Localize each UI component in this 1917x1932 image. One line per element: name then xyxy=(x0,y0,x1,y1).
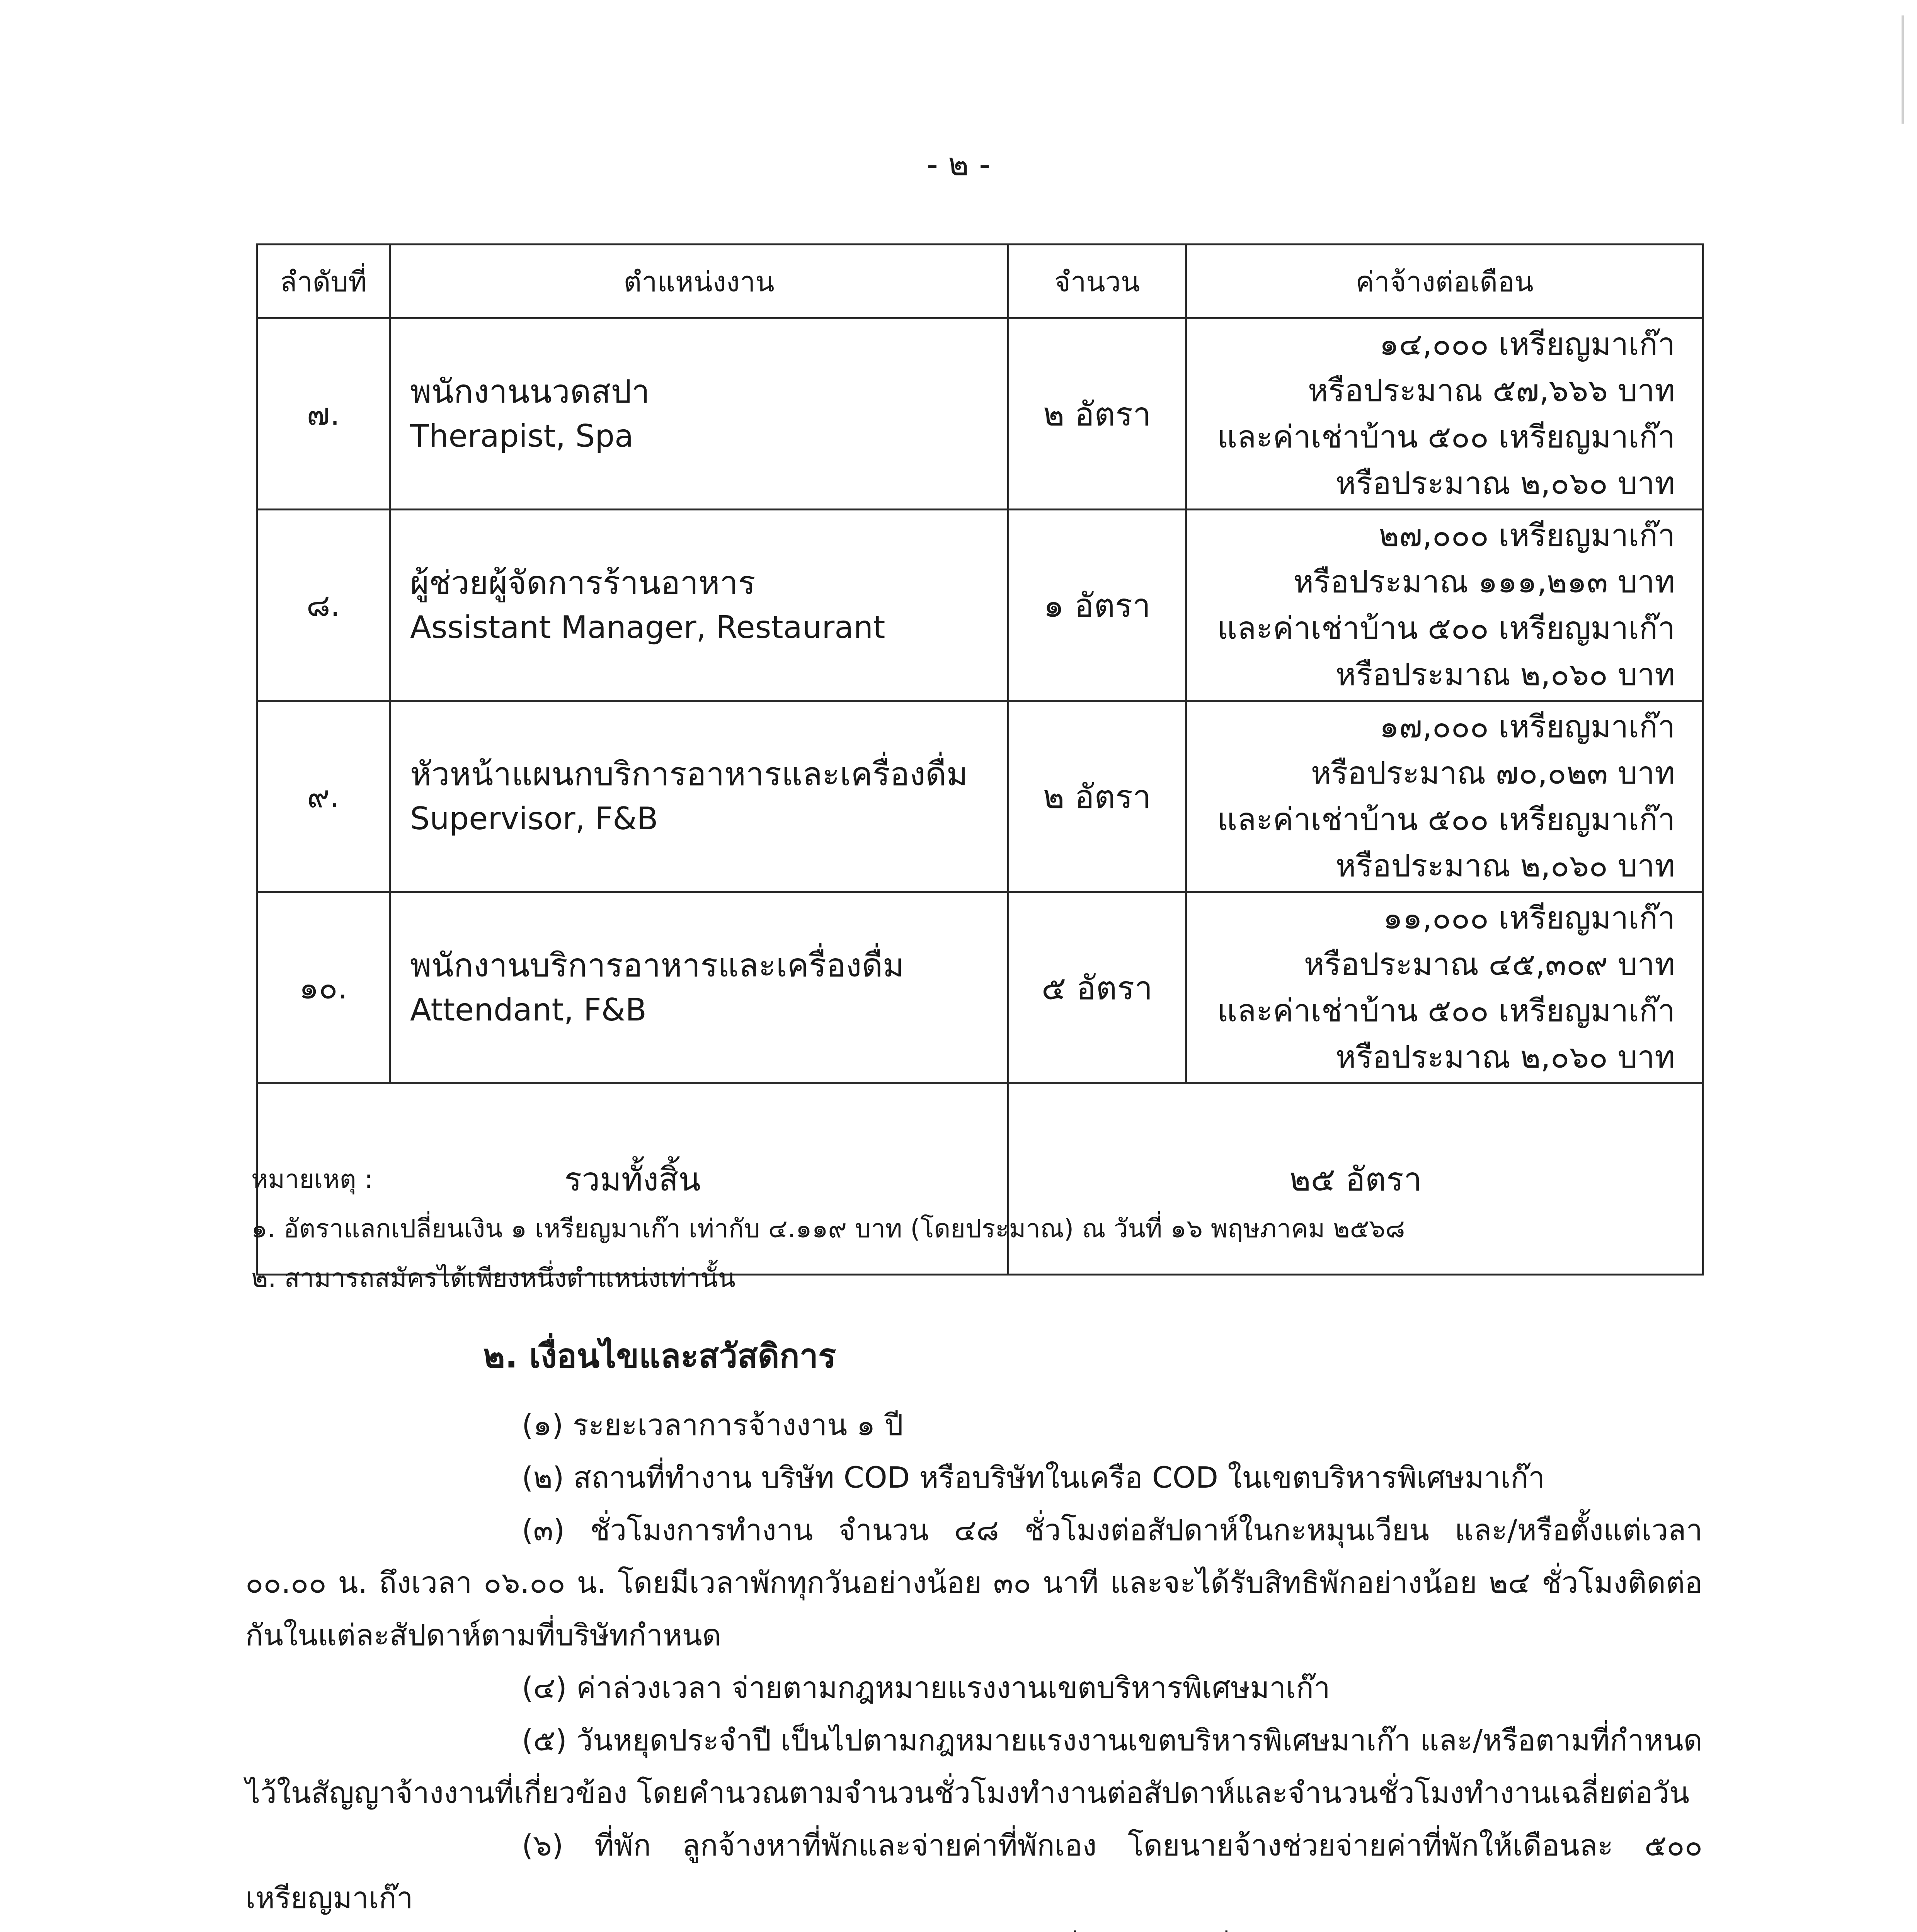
col-header-quantity: จำนวน xyxy=(1008,245,1186,318)
note-item: ๑. อัตราแลกเปลี่ยนเงิน ๑ เหรียญมาเก๊า เท่ากับ ๔.๑๑๙ บาท (โดยประมาณ) ณ วันที่ ๑๖ พฤษภาคม ๒๕๖๘ xyxy=(251,1214,1405,1243)
position-cell xyxy=(390,318,1008,510)
table-row xyxy=(257,318,1703,510)
position-cell xyxy=(390,701,1008,892)
salary-line: หรือประมาณ ๒,๐๖๐ บาท xyxy=(1335,1039,1675,1075)
position-title-th: พนักงานบริการอาหารและเครื่องดื่ม xyxy=(410,946,904,984)
notes-heading: หมายเหตุ : xyxy=(251,1164,373,1194)
salary-cell xyxy=(1186,892,1703,1083)
total-value: ๒๕ อัตรา xyxy=(1008,1083,1703,1275)
salary-line: หรือประมาณ ๑๑๑,๒๑๓ บาท xyxy=(1293,564,1675,600)
row-number: ๑๐. xyxy=(257,892,390,1083)
salary-line: ๑๗,๐๐๐ เหรียญมาเก๊า xyxy=(1379,709,1675,745)
condition-item: (๓) ชั่วโมงการทำงาน จำนวน ๔๘ ชั่วโมงต่อสัปดาห์ในกะหมุนเวียน และ/หรือตั้งแต่เวลา ๐๐.๐๐ น. ถึงเวลา ๐๖.๐๐ น. โดยมีเวลาพักทุกวันอย่างน้อย ๓๐ นาที และจะได้รับสิทธิพักอย่างน้อย ๒๔ ชั่วโมงติดต่อกันในแต่ละสัปดาห์ตามที่บริษัทกำหนด xyxy=(245,1513,1702,1652)
position-title-en: Therapist, Spa xyxy=(410,418,634,454)
position-title-en: Supervisor, F&B xyxy=(410,801,658,837)
condition-item: (๕) วันหยุดประจำปี เป็นไปตามกฎหมายแรงงานเขตบริหารพิเศษมาเก๊า และ/หรือตามที่กำหนดไว้ในสัญญาจ้างงานที่เกี่ยวข้อง โดยคำนวณตามจำนวนชั่วโมงทำงานต่อสัปดาห์และจำนวนชั่วโมงทำงานเฉลี่ยต่อวัน xyxy=(245,1723,1702,1810)
salary-line: และค่าเช่าบ้าน ๕๐๐ เหรียญมาเก๊า xyxy=(1217,419,1675,455)
position-title-th: หัวหน้าแผนกบริการอาหารและเครื่องดื่ม xyxy=(410,755,968,793)
salary-line: หรือประมาณ ๒,๐๖๐ บาท xyxy=(1335,465,1675,501)
quantity-cell: ๒ อัตรา xyxy=(1008,318,1186,510)
table-row xyxy=(257,510,1703,701)
salary-line: ๒๗,๐๐๐ เหรียญมาเก๊า xyxy=(1379,517,1675,553)
salary-line: หรือประมาณ ๗๐,๐๒๓ บาท xyxy=(1311,755,1675,791)
section-title: ๒. เงื่อนไขและสวัสดิการ xyxy=(483,1337,836,1376)
table-header-row xyxy=(257,245,1703,318)
salary-line: และค่าเช่าบ้าน ๕๐๐ เหรียญมาเก๊า xyxy=(1217,610,1675,646)
salary-cell xyxy=(1186,701,1703,892)
salary-line: และค่าเช่าบ้าน ๕๐๐ เหรียญมาเก๊า xyxy=(1217,993,1675,1029)
salary-cell xyxy=(1186,510,1703,701)
col-header-position: ตำแหน่งงาน xyxy=(390,245,1008,318)
position-cell xyxy=(390,510,1008,701)
conditions-list xyxy=(245,1399,1702,1932)
position-cell xyxy=(390,892,1008,1083)
table-row xyxy=(257,701,1703,892)
notes-block xyxy=(251,1155,1405,1303)
scan-edge-mark xyxy=(1902,15,1904,124)
col-header-salary: ค่าจ้างต่อเดือน xyxy=(1186,245,1703,318)
salary-line: ๑๑,๐๐๐ เหรียญมาเก๊า xyxy=(1383,900,1675,936)
row-number: ๗. xyxy=(257,318,390,510)
positions-table xyxy=(256,243,1704,1276)
condition-item: (๑) ระยะเวลาการจ้างงาน ๑ ปี xyxy=(522,1408,903,1442)
salary-line: หรือประมาณ ๕๗,๖๖๖ บาท xyxy=(1308,372,1675,408)
quantity-cell: ๒ อัตรา xyxy=(1008,701,1186,892)
table-row xyxy=(257,892,1703,1083)
salary-line: และค่าเช่าบ้าน ๕๐๐ เหรียญมาเก๊า xyxy=(1217,801,1675,837)
salary-line: หรือประมาณ ๒,๐๖๐ บาท xyxy=(1335,848,1675,884)
position-title-en: Attendant, F&B xyxy=(410,992,647,1028)
col-header-no: ลำดับที่ xyxy=(257,245,390,318)
quantity-cell: ๕ อัตรา xyxy=(1008,892,1186,1083)
total-label: รวมทั้งสิ้น xyxy=(257,1083,1008,1275)
page-number: - ๒ - xyxy=(926,146,991,183)
condition-item: (๖) ที่พัก ลูกจ้างหาที่พักและจ่ายค่าที่พักเอง โดยนายจ้างช่วยจ่ายค่าที่พักให้เดือนละ ๕๐๐ เหรียญมาเก๊า xyxy=(245,1828,1702,1915)
position-title-th: พนักงานนวดสปา xyxy=(410,372,650,410)
salary-cell xyxy=(1186,318,1703,510)
salary-line: หรือประมาณ ๔๕,๓๐๙ บาท xyxy=(1304,946,1675,982)
row-number: ๙. xyxy=(257,701,390,892)
note-item: ๒. สามารถสมัครได้เพียงหนึ่งตำแหน่งเท่านั้น xyxy=(251,1263,735,1293)
row-number: ๘. xyxy=(257,510,390,701)
condition-item: (๒) สถานที่ทำงาน บริษัท COD หรือบริษัทในเครือ COD ในเขตบริหารพิเศษมาเก๊า xyxy=(522,1460,1545,1495)
position-title-th: ผู้ช่วยผู้จัดการร้านอาหาร xyxy=(410,564,756,602)
salary-line: หรือประมาณ ๒,๐๖๐ บาท xyxy=(1335,656,1675,692)
position-title-en: Assistant Manager, Restaurant xyxy=(410,609,885,645)
condition-item: (๔) ค่าล่วงเวลา จ่ายตามกฎหมายแรงงานเขตบริหารพิเศษมาเก๊า xyxy=(522,1670,1330,1705)
salary-line: ๑๔,๐๐๐ เหรียญมาเก๊า xyxy=(1379,326,1675,362)
quantity-cell: ๑ อัตรา xyxy=(1008,510,1186,701)
condition-item xyxy=(245,1924,1702,1932)
